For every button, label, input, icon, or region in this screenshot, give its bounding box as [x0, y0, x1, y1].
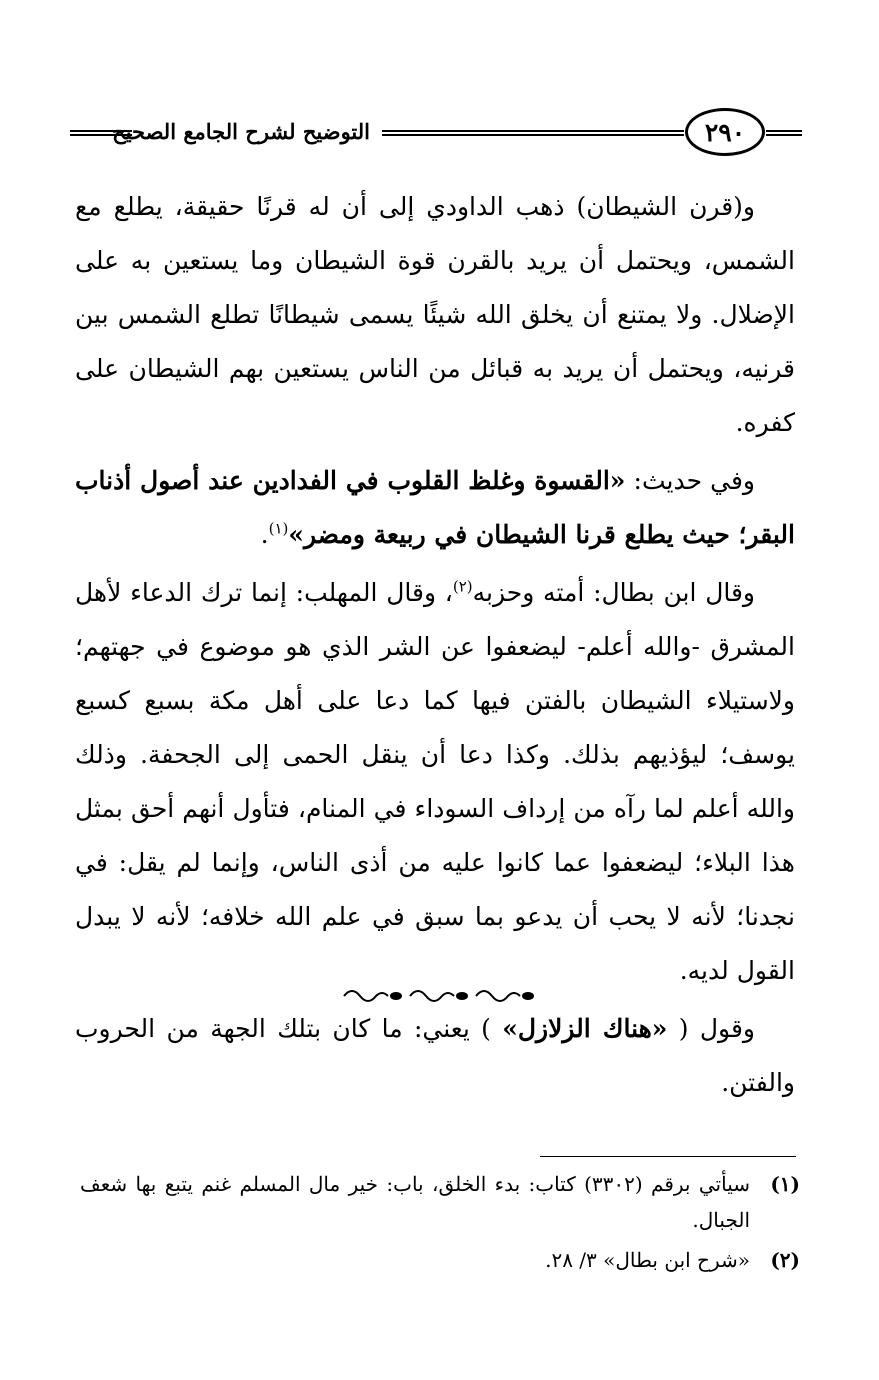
footnote-text: سيأتي برقم (٣٣٠٢) كتاب: بدء الخلق، باب: خير مال المسلم غنم يتبع بها شعف الجبال. [80, 1172, 750, 1232]
paragraph-4 [75, 1002, 795, 1110]
footnote-ref-2: (٢) [452, 577, 473, 596]
running-title: التوضيح لشرح الجامع الصحيح [112, 119, 370, 144]
footnote-1 [80, 1166, 800, 1238]
footnote-ref-1: (١) [268, 519, 289, 538]
hadith-quote: «القسوة وغلظ القلوب في الفدادين عند أصول أذناب البقر؛ حيث يطلع قرنا الشيطان في ربيعة ومضر» [75, 466, 795, 549]
paragraph-2-intro: وفي حديث: [625, 466, 755, 495]
footnote-text: «شرح ابن بطال» ٣/ ٢٨. [545, 1248, 750, 1272]
paragraph-3-start: وقال ابن بطال: أمته وحزبه [472, 578, 755, 607]
paragraph-3-rest: ، وقال المهلب: إنما ترك الدعاء لأهل المشرق -والله أعلم- ليضعفوا عن الشر الذي هو موضوع في جهتهم؛ ولاستيلاء الشيطان بالفتن فيها كما دعا على أهل مكة بسبع كسبع يوسف؛ ليؤذيهم بذلك. وكذا دعا أن ينقل الحمى إلى الجحفة. وذلك والله أعلم لما رآه من إرداف السوداء في المنام، فتأول أنهم أحق بمثل هذا البلاء؛ ليضعفوا عما كانوا عليه من أذى الناس، وإنما لم يقل: في نجدنا؛ لأنه لا يحب أن يدعو بما سبق في علم الله خلافه؛ لأنه لا يبدل القول لديه. [75, 578, 795, 985]
footnote-number: (١) [770, 1172, 800, 1196]
footnote-2 [80, 1242, 800, 1278]
footnote-separator [540, 1156, 796, 1157]
paragraph-3 [75, 566, 795, 998]
scroll-ornament-icon [340, 983, 540, 1009]
page-header [60, 108, 802, 160]
footnote-number: (٢) [770, 1248, 800, 1272]
header-rule-middle [382, 130, 684, 136]
paragraph-2 [75, 454, 795, 562]
paragraph-1: و(قرن الشيطان) ذهب الداودي إلى أن له قرنًا حقيقة، يطلع مع الشمس، ويحتمل أن يريد بالقرن قوة الشيطان وما يستعين به على الإضلال. ولا يمتنع أن يخلق الله شيئًا يسمى شيطانًا تطلع الشمس بين قرنيه، ويحتمل أن يريد به قبائل من الناس يستعين بهم الشيطان على كفره. [75, 192, 795, 437]
paragraph-4-start: وقول ( [667, 1014, 755, 1043]
main-text [75, 180, 795, 1110]
header-rule-right [766, 130, 802, 136]
page-number: ٢٩٠ [685, 108, 765, 156]
quoted-phrase: «هناك الزلازل» [502, 1014, 668, 1043]
paragraph-4-rest: ) يعني: ما كان بتلك الجهة من الحروب والفتن. [75, 1014, 795, 1097]
paragraph-2-end: . [260, 520, 269, 549]
footnotes [80, 1166, 800, 1278]
